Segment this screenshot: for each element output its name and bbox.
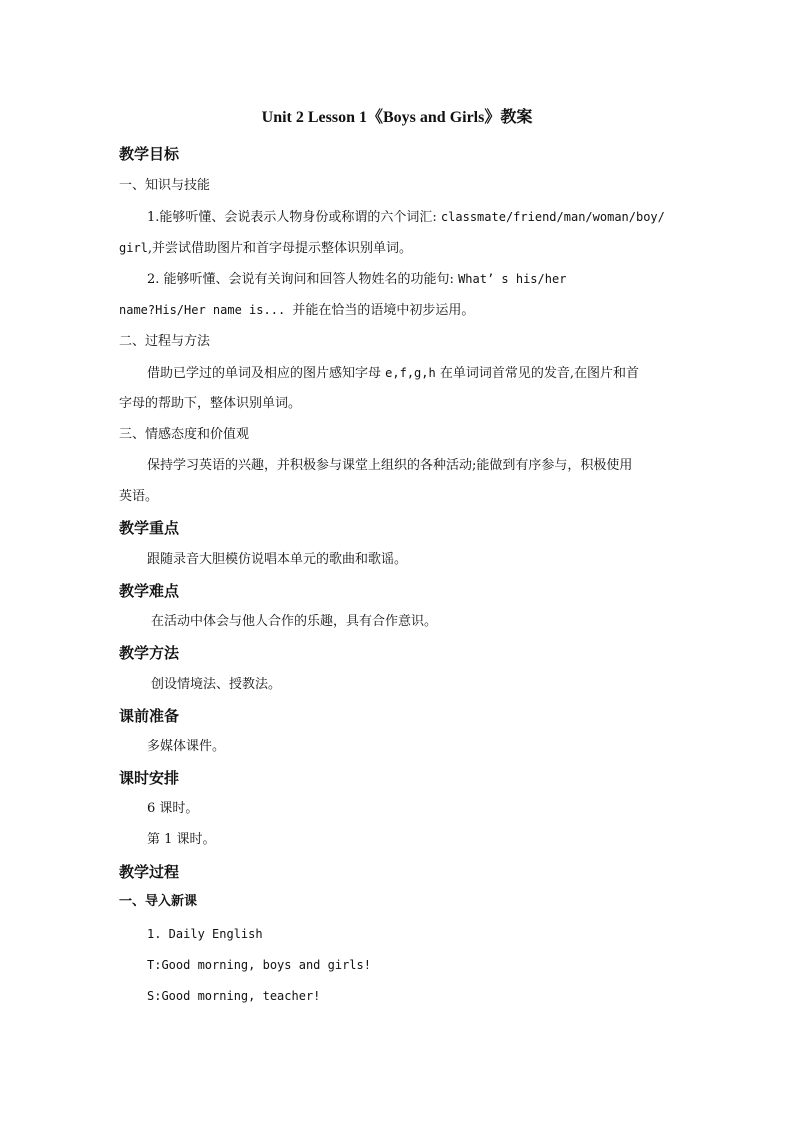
heading-preparation: 课前准备: [119, 707, 180, 725]
subheading-intro: 一、导入新课: [119, 894, 198, 909]
heading-objectives: 教学目标: [119, 145, 180, 163]
heading-schedule: 课时安排: [119, 769, 180, 787]
paragraph-attitude-1a: 保持学习英语的兴趣，并积极参与课堂上组织的各种活动;能做到有序参与，积极使用: [147, 458, 633, 473]
paragraph-key-points: 跟随录音大胆模仿说唱本单元的歌曲和歌谣。: [147, 552, 408, 567]
dialogue-teacher-line: T:Good morning, boys and girls!: [147, 958, 371, 972]
paragraph-process-1b: 字母的帮助下，整体识别单词。: [119, 396, 302, 411]
paragraph-schedule-2: 第 1 课时。: [147, 832, 216, 847]
paragraph-schedule-1: 6 课时。: [147, 801, 199, 816]
text-segment: e,f,g,h: [385, 366, 436, 380]
text-segment: 在单词词首常见的发音,在图片和首: [435, 366, 639, 381]
heading-methods: 教学方法: [119, 644, 180, 662]
paragraph-preparation: 多媒体课件。: [147, 739, 226, 754]
document-title: Unit 2 Lesson 1《Boys and Girls》教案: [261, 109, 533, 126]
text-segment: 1.能够听懂、会说表示人物身份或称谓的六个词汇:: [147, 210, 441, 225]
text-segment: ,并尝试借助图片和首字母提示整体识别单词。: [147, 241, 413, 256]
text-segment: 借助已学过的单词及相应的图片感知字母: [147, 366, 386, 381]
text-segment: girl: [119, 241, 148, 255]
text-segment: 2. 能够听懂、会说有关询问和回答人物姓名的功能句:: [147, 272, 459, 287]
subheading-knowledge: 一、知识与技能: [119, 178, 211, 193]
text-segment: classmate/friend/man/woman/boy/: [440, 210, 665, 224]
text-segment: 并能在恰当的语境中初步运用。: [292, 303, 475, 318]
paragraph-daily-english: 1. Daily English: [147, 927, 263, 941]
paragraph-methods: 创设情境法、授教法。: [151, 677, 282, 692]
paragraph-difficulties: 在活动中体会与他人合作的乐趣，具有合作意识。: [151, 614, 438, 629]
heading-key-points: 教学重点: [119, 519, 180, 537]
heading-procedure: 教学过程: [119, 863, 180, 881]
paragraph-knowledge-1b: [119, 238, 675, 259]
text-segment: What’ s his/her: [458, 272, 567, 286]
heading-difficulties: 教学难点: [119, 582, 180, 600]
paragraph-knowledge-2b: [119, 300, 675, 321]
paragraph-attitude-1b: 英语。: [119, 489, 159, 504]
paragraph-knowledge-2a: [147, 269, 675, 290]
subheading-process: 二、过程与方法: [119, 334, 211, 349]
text-segment: name?His/Her name is...: [119, 303, 293, 317]
paragraph-knowledge-1a: [147, 207, 675, 228]
paragraph-process-1a: [147, 363, 675, 384]
subheading-attitude: 三、情感态度和价值观: [119, 427, 250, 442]
dialogue-student-line: S:Good morning, teacher!: [147, 989, 321, 1003]
